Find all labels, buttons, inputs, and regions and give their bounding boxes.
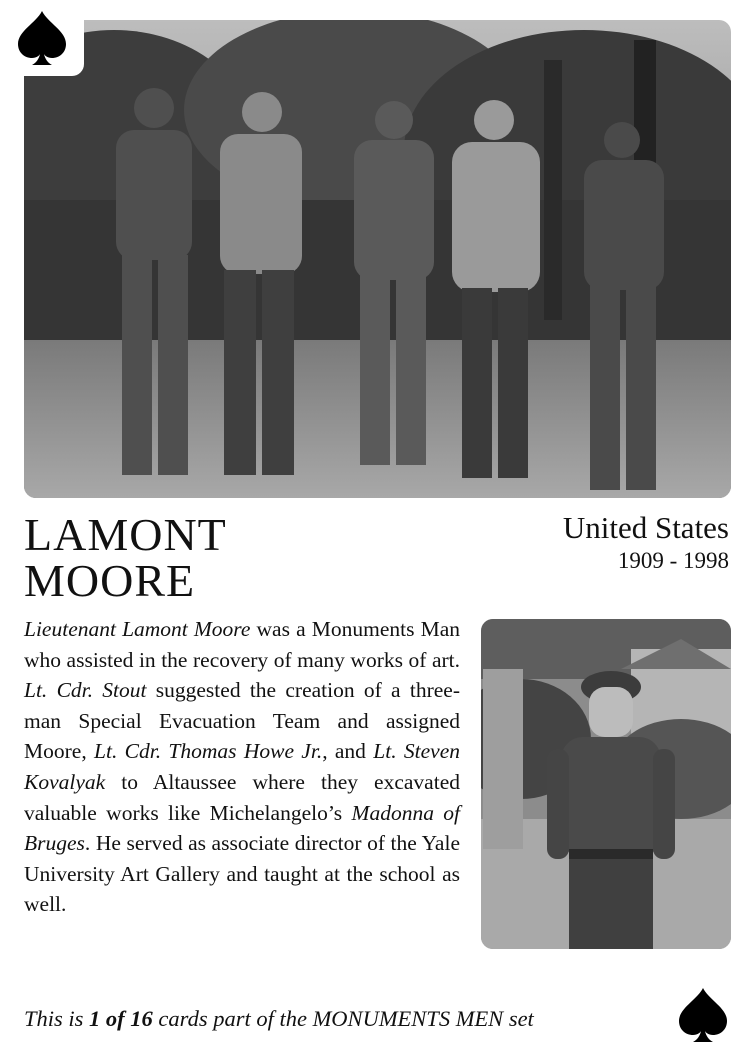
portrait-photo [481,619,731,949]
bio-segment: , and [322,739,374,764]
spade-corner [0,0,84,76]
bio-segment: Lt. Cdr. Stout [24,678,147,703]
country: United States [562,510,729,545]
spade-icon [676,986,730,1044]
last-name: MOORE [24,555,196,606]
caption-suffix: cards part of the MONUMENTS MEN set [152,1006,534,1031]
set-caption [24,1006,534,1032]
first-name: LAMONT [24,509,227,560]
person-name [24,509,344,606]
card-count: 1 of 16 [89,1006,153,1031]
group-photo [24,20,731,498]
bio-segment: Lt. Steven Kovalyak [24,739,460,794]
bio-segment: Lieutenant Lamont Moore [24,617,251,641]
bio-segment: Lt. Cdr. Thomas Howe Jr. [94,739,323,764]
caption-prefix: This is [24,1006,90,1031]
biography [24,614,460,920]
bio-segment: to Altaussee where they excavated valuable works like Michelangelo’s [24,769,460,825]
bio-segment: Madonna of Bruges [24,800,461,856]
life-years: 1909 - 1998 [617,548,729,573]
bio-segment: was a Monuments Man who assisted in the recovery of many works of art. [24,617,460,672]
spade-bottom [676,986,730,1049]
spade-icon [16,9,68,67]
bio-segment: . He served as associate director of the Yale University Art Gallery and taught at the school as well. [24,831,460,917]
bio-segment: suggested the creation of a three-man Special Evacuation Team and assigned Moore, [24,678,461,764]
